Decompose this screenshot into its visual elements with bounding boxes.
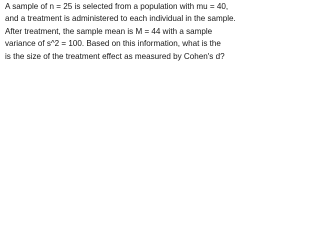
question-line: is the size of the treatment effect as measured by Cohen's d?	[5, 51, 225, 61]
question-line: and a treatment is administered to each individual in the sample.	[5, 14, 236, 24]
question-line: variance of s^2 = 100. Based on this information, what is the	[5, 39, 221, 49]
question-line: After treatment, the sample mean is M = 44 with a sample	[5, 26, 213, 36]
question-line: A sample of n = 25 is selected from a population with mu = 40,	[5, 2, 229, 11]
question-text	[5, 1, 260, 63]
page	[0, 0, 262, 69]
